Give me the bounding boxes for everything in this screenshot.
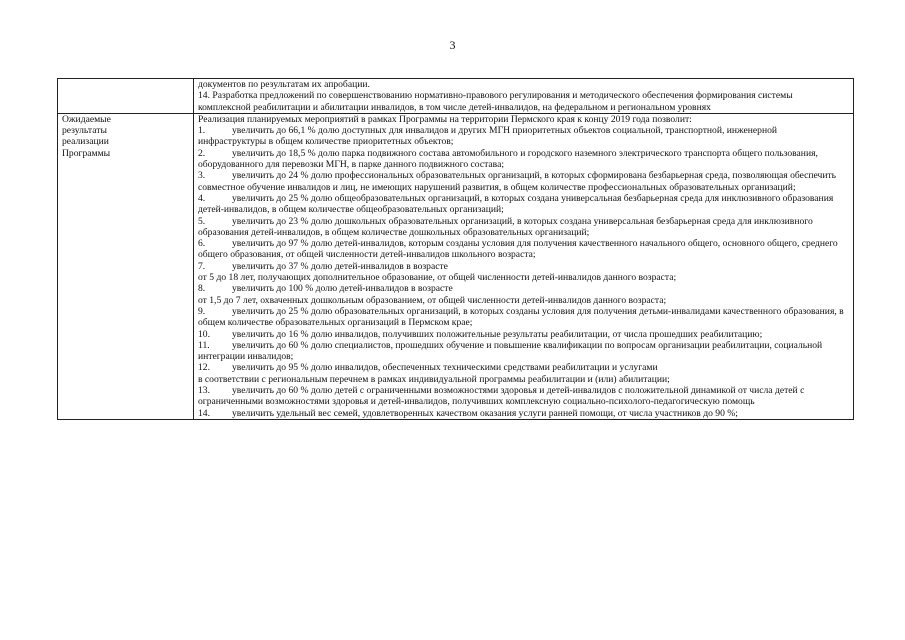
result-item-text: увеличить до 37 % долю детей-инвалидов в возрасте (232, 260, 448, 272)
result-item-text: увеличить до 97 % долю детей-инвалидов, которым созданы условия для получения качественного начального общего, основного общего, среднего общего образования, от общей численности детей-инвалидов школьного возраста; (198, 238, 838, 261)
result-item (198, 238, 847, 261)
result-item (198, 170, 847, 193)
result-item-continuation: в соответствии с региональным перечнем в рамках индивидуальной программы реабилитации и (или) абилитации; (198, 373, 670, 385)
result-item (198, 408, 847, 419)
result-item (198, 283, 847, 294)
result-item-continuation: от 1,5 до 7 лет, охваченных дошкольным образованием, от общей численности детей-инвалидов данного возраста; (198, 294, 667, 306)
result-item-number: 12. (198, 362, 210, 374)
result-item (198, 193, 847, 216)
result-item-text: увеличить до 95 % долю инвалидов, обеспеченных техническими средствами реабилитации и услугами (232, 362, 658, 374)
result-item-number: 5. (198, 215, 206, 227)
program-passport-table (57, 78, 854, 420)
result-item-number: 4. (198, 192, 206, 204)
continuation-cell (194, 79, 854, 114)
result-item-text: увеличить до 16 % долю инвалидов, получивших положительные результаты реабилитации, от числа прошедших реабилитацию; (232, 328, 763, 340)
result-item (198, 261, 847, 272)
result-item-continuation: от 5 до 18 лет, получающих дополнительное образование, от общей численности детей-инвалидов данного возраста; (198, 272, 677, 284)
continuation-line-2: 14. Разработка предложений по совершенствованию нормативно-правового регулирования и методического обеспечения формирования системы комплексной реабилитации и абилитации инвалидов, в том числе детей-инвалидов, на федеральном и региональном уровнях (198, 90, 793, 113)
result-item-number: 11. (198, 339, 210, 351)
result-item-text: увеличить до 60 % долю специалистов, прошедших обучение и повышение квалификации по вопросам организации реабилитации, социальной интеграции инвалидов; (198, 339, 823, 363)
page-number: 3 (449, 38, 456, 52)
result-item-text: увеличить до 25 % долю общеобразовательных организаций, в которых создана универсальная безбарьерная среда для инклюзивного образования детей-инвалидов, в общем количестве общеобразовательных организаций; (198, 192, 834, 216)
result-item (198, 362, 847, 373)
result-item-number: 8. (198, 283, 206, 295)
result-item-text: увеличить удельный вес семей, удовлетворенных качеством оказания услуги ранней помощи, от числа участников до 90 %; (232, 407, 738, 419)
result-item-number: 3. (198, 170, 206, 182)
result-item-text: увеличить до 25 % долю образовательных организаций, в которых созданы условия для получения детьми-инвалидами качественного образования, в общем количестве образовательных организаций в Пермском крае; (198, 305, 844, 329)
table-row-continuation (58, 79, 854, 114)
result-item-number: 7. (198, 260, 206, 272)
result-item-number: 6. (198, 238, 206, 250)
result-item (198, 216, 847, 239)
result-item-number: 1. (198, 125, 206, 137)
result-item-number: 10. (198, 328, 210, 340)
result-item (198, 148, 847, 171)
result-item-number: 14. (198, 407, 210, 419)
result-item-number: 2. (198, 147, 206, 159)
empty-label-cell (58, 79, 194, 114)
result-item-text: увеличить до 66,1 % долю доступных для инвалидов и других МГН приоритетных объектов социальной, транспортной, инженерной инфраструктуры в общем количестве приоритетных объектов; (198, 125, 778, 148)
results-content-cell (194, 113, 854, 419)
result-item-text: увеличить до 100 % долю детей-инвалидов в возрасте (232, 283, 453, 295)
results-label: Ожидаемые результаты реализации Программы (62, 113, 111, 159)
results-list (198, 125, 847, 419)
result-item-number: 9. (198, 305, 206, 317)
result-item-number: 13. (198, 385, 210, 397)
result-item (198, 306, 847, 329)
result-item (198, 385, 847, 408)
result-item (198, 340, 847, 363)
continuation-line-1: документов по результатам их апробации. (198, 79, 370, 90)
result-item (198, 125, 847, 148)
result-item-text: увеличить до 24 % долю профессиональных образовательных организаций, в которых сформирована безбарьерная среда, позволяющая обеспечить совместное обучение инвалидов и лиц, не имеющих нарушений развития, в общем количестве профессиональных образовательных организаций; (198, 170, 837, 193)
result-item-text: увеличить до 23 % долю дошкольных образовательных организаций, в которых создана универсальная безбарьерная среда для инклюзивного образования детей-инвалидов, в общем количестве дошкольных образовательных организаций; (198, 215, 813, 238)
table-row-expected-results (58, 113, 854, 419)
result-item-text: увеличить до 60 % долю детей с ограниченными возможностями здоровья и детей-инвалидов с положительной динамикой от числа детей с ограниченными возможностями здоровья и детей-инвалидов, получивших комплексную социально-психолого-педагогическую помощь (198, 385, 805, 408)
results-label-cell (58, 113, 194, 419)
result-item-text: увеличить до 18,5 % долю парка подвижного состава автомобильного и городского наземного электрического транспорта общего пользования, оборудованного для перевозки МГН, в парке данного подвижного состава; (198, 147, 818, 171)
result-item (198, 329, 847, 340)
results-intro: Реализация планируемых мероприятий в рамках Программы на территории Пермского края к концу 2019 года позволит: (198, 113, 692, 125)
